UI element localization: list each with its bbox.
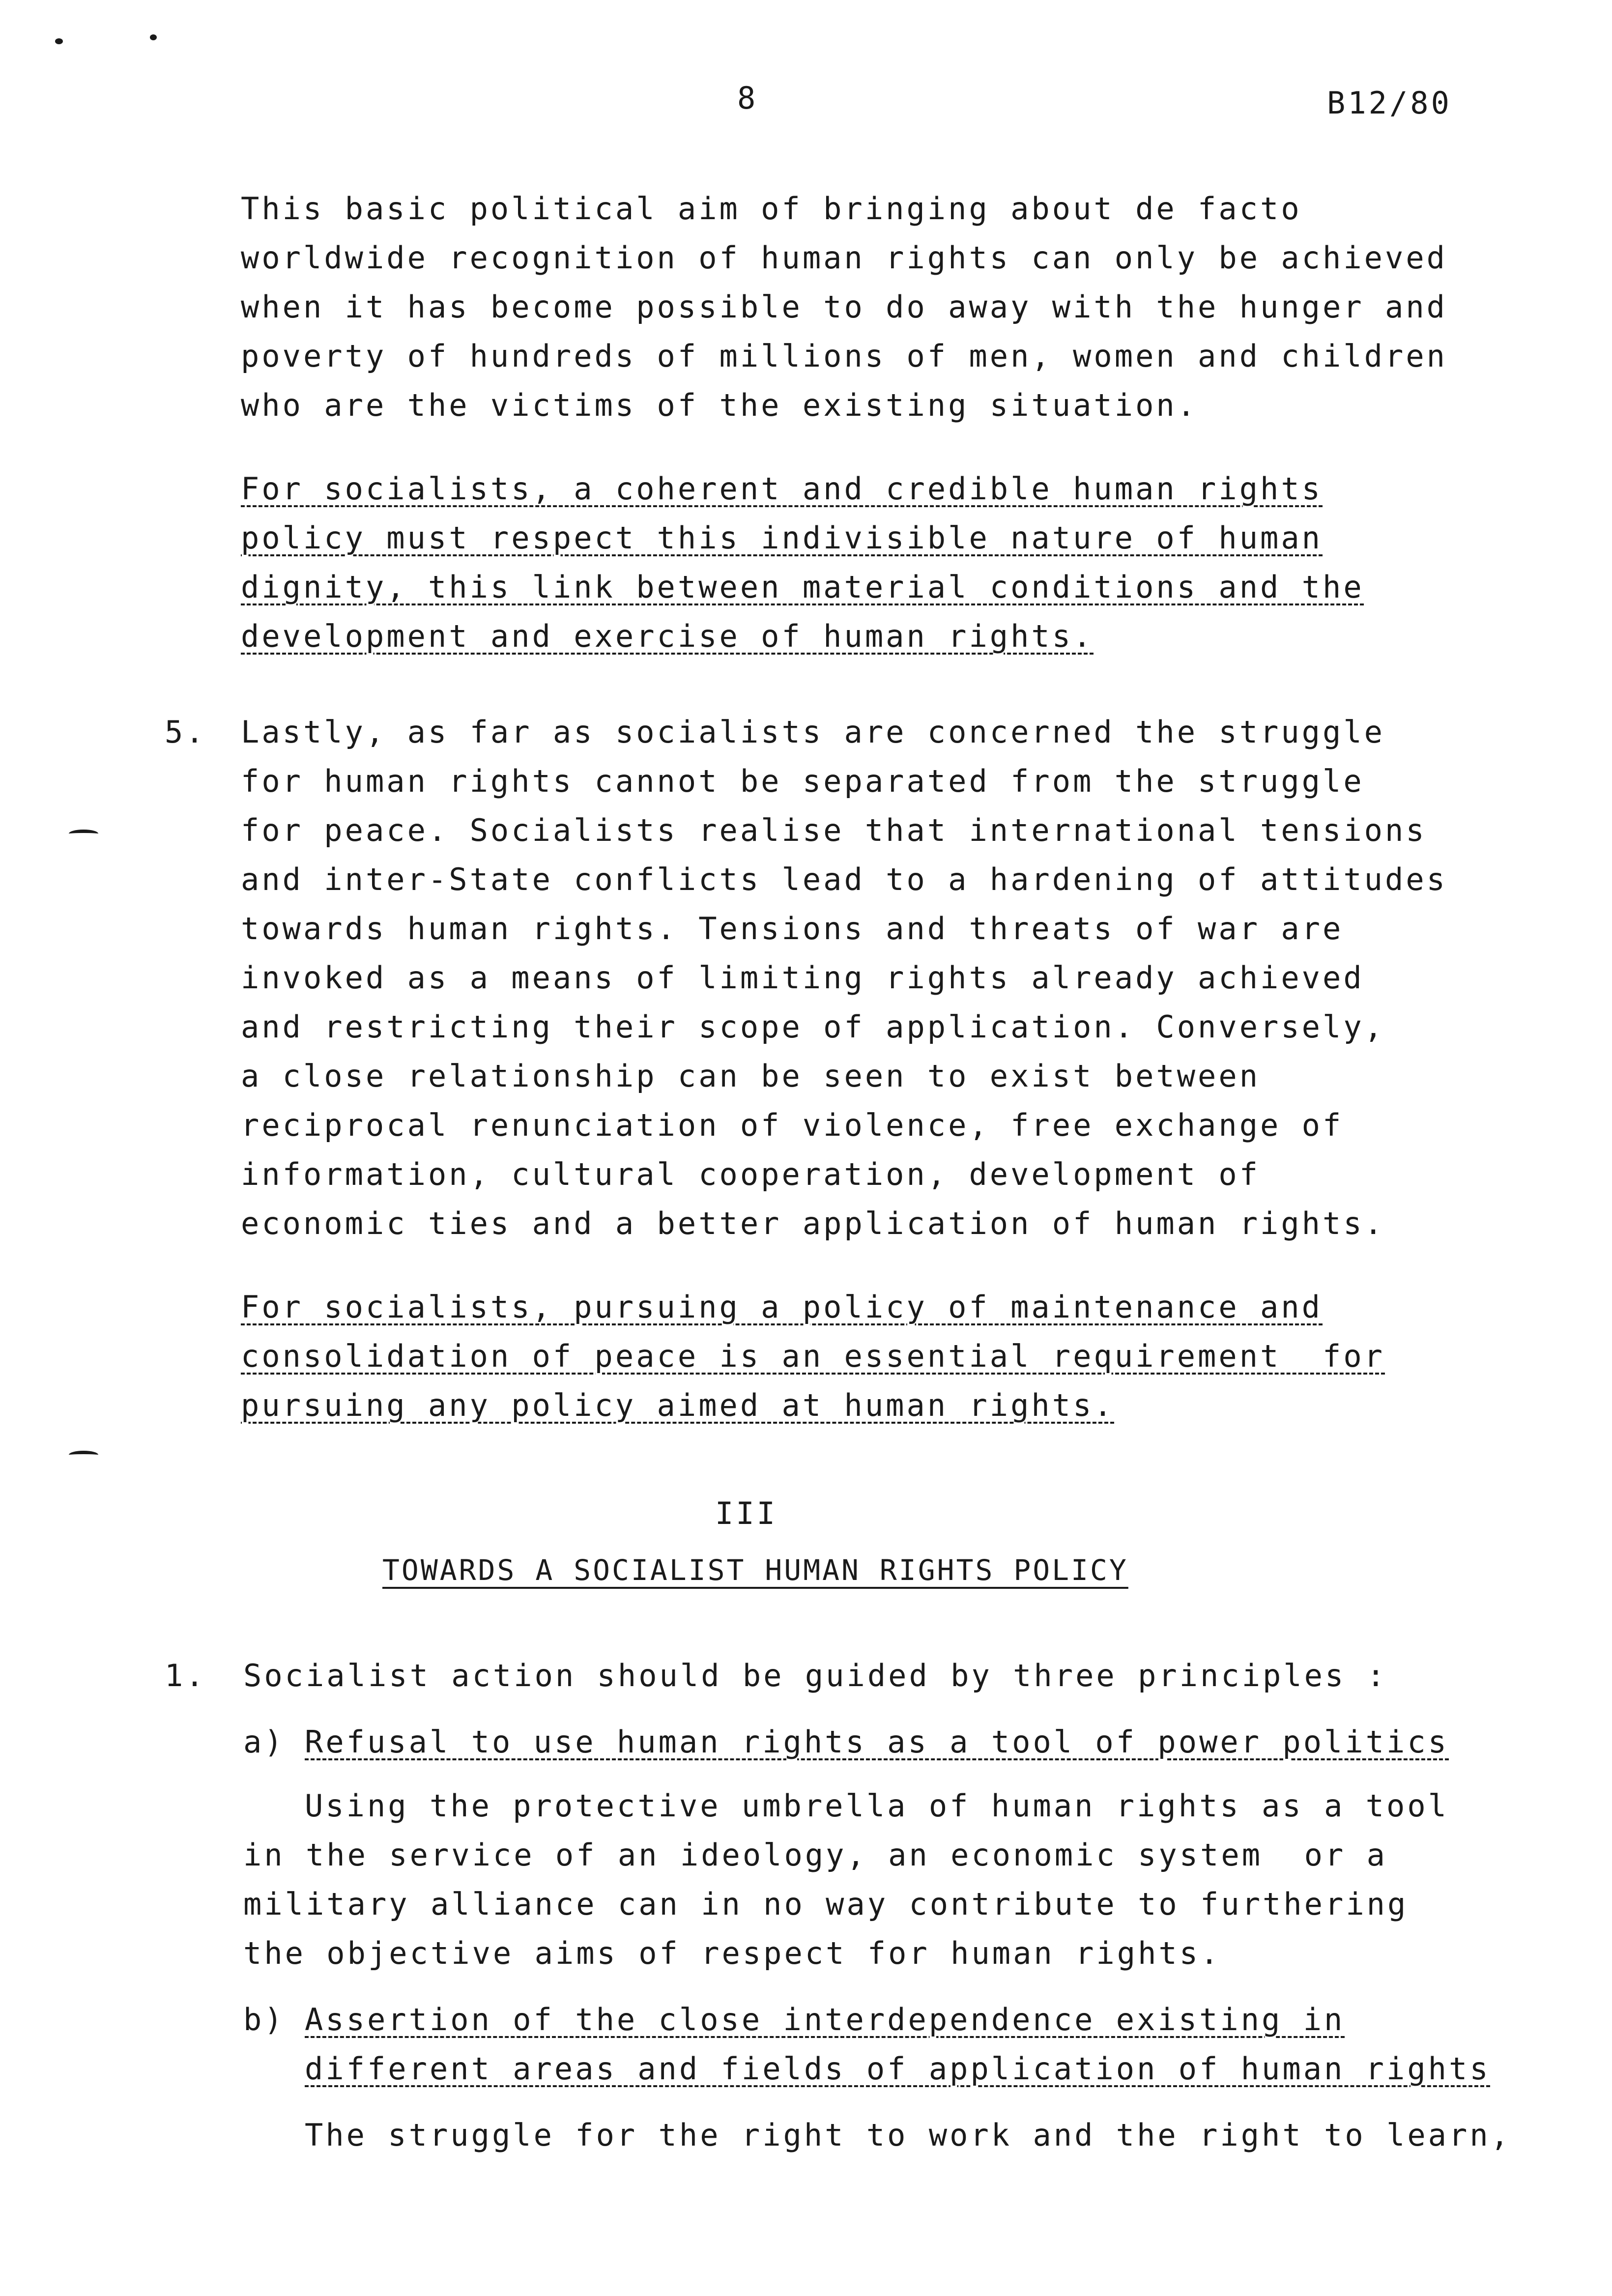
emphasized-text-line: For socialists, a coherent and credible human rights <box>241 471 1323 507</box>
section-title: TOWARDS A SOCIALIST HUMAN RIGHTS POLICY <box>382 1553 1128 1587</box>
body-text-line: invoked as a means of limiting rights already achieved <box>241 960 1364 996</box>
body-text-line: in the service of an ideology, an economic system or a <box>243 1837 1387 1873</box>
section-numeral: III <box>715 1495 777 1531</box>
margin-mark <box>69 830 98 838</box>
body-text-line: and inter-State conflicts lead to a hardening of attitudes <box>241 861 1447 897</box>
item-number: 1. <box>165 1658 206 1693</box>
sub-item-heading: different areas and fields of application of human rights <box>305 2051 1491 2087</box>
body-text-line: military alliance can in no way contribute to furthering <box>243 1886 1409 1922</box>
emphasized-text-line: dignity, this link between material conditions and the <box>241 569 1364 605</box>
sub-item-label: a) <box>243 1724 285 1760</box>
margin-mark <box>69 1451 98 1459</box>
body-text-line: This basic political aim of bringing about de facto <box>241 191 1302 227</box>
body-text-line: for human rights cannot be separated from the struggle <box>241 763 1364 799</box>
document-reference: B12/80 <box>1327 85 1452 121</box>
body-text-line: Socialist action should be guided by three principles : <box>243 1658 1387 1693</box>
sub-item-heading: Assertion of the close interdependence existing in <box>305 2002 1345 2038</box>
body-text-line: Using the protective umbrella of human rights as a tool <box>305 1788 1449 1824</box>
body-text-line: information, cultural cooperation, development of <box>241 1156 1261 1192</box>
scan-speck <box>150 34 157 40</box>
body-text-line: The struggle for the right to work and the right to learn, <box>305 2117 1511 2153</box>
sub-item-label: b) <box>243 2002 285 2038</box>
body-text-line: for peace. Socialists realise that international tensions <box>241 812 1427 848</box>
body-text-line: reciprocal renunciation of violence, free exchange of <box>241 1107 1344 1143</box>
body-text-line: and restricting their scope of application. Conversely, <box>241 1009 1385 1045</box>
sub-item-heading: Refusal to use human rights as a tool of power politics <box>305 1724 1449 1760</box>
body-text-line: Lastly, as far as socialists are concerned the struggle <box>241 714 1385 750</box>
page-number: 8 <box>737 80 758 116</box>
body-text-line: the objective aims of respect for human rights. <box>243 1935 1221 1971</box>
emphasized-text-line: For socialists, pursuing a policy of maintenance and <box>241 1289 1323 1325</box>
body-text-line: economic ties and a better application of human rights. <box>241 1205 1385 1241</box>
emphasized-text-line: consolidation of peace is an essential requirement for <box>241 1338 1385 1374</box>
emphasized-text-line: pursuing any policy aimed at human rights. <box>241 1387 1115 1423</box>
body-text-line: poverty of hundreds of millions of men, women and children <box>241 338 1447 374</box>
body-text-line: worldwide recognition of human rights can only be achieved <box>241 240 1447 276</box>
body-text-line: who are the victims of the existing situation. <box>241 387 1198 423</box>
body-text-line: when it has become possible to do away with the hunger and <box>241 289 1447 325</box>
section-number: 5. <box>165 714 206 750</box>
body-text-line: towards human rights. Tensions and threats of war are <box>241 911 1344 947</box>
body-text-line: a close relationship can be seen to exist between <box>241 1058 1261 1094</box>
emphasized-text-line: policy must respect this indivisible nature of human <box>241 520 1323 556</box>
scan-speck <box>55 38 63 44</box>
emphasized-text-line: development and exercise of human rights. <box>241 618 1094 654</box>
